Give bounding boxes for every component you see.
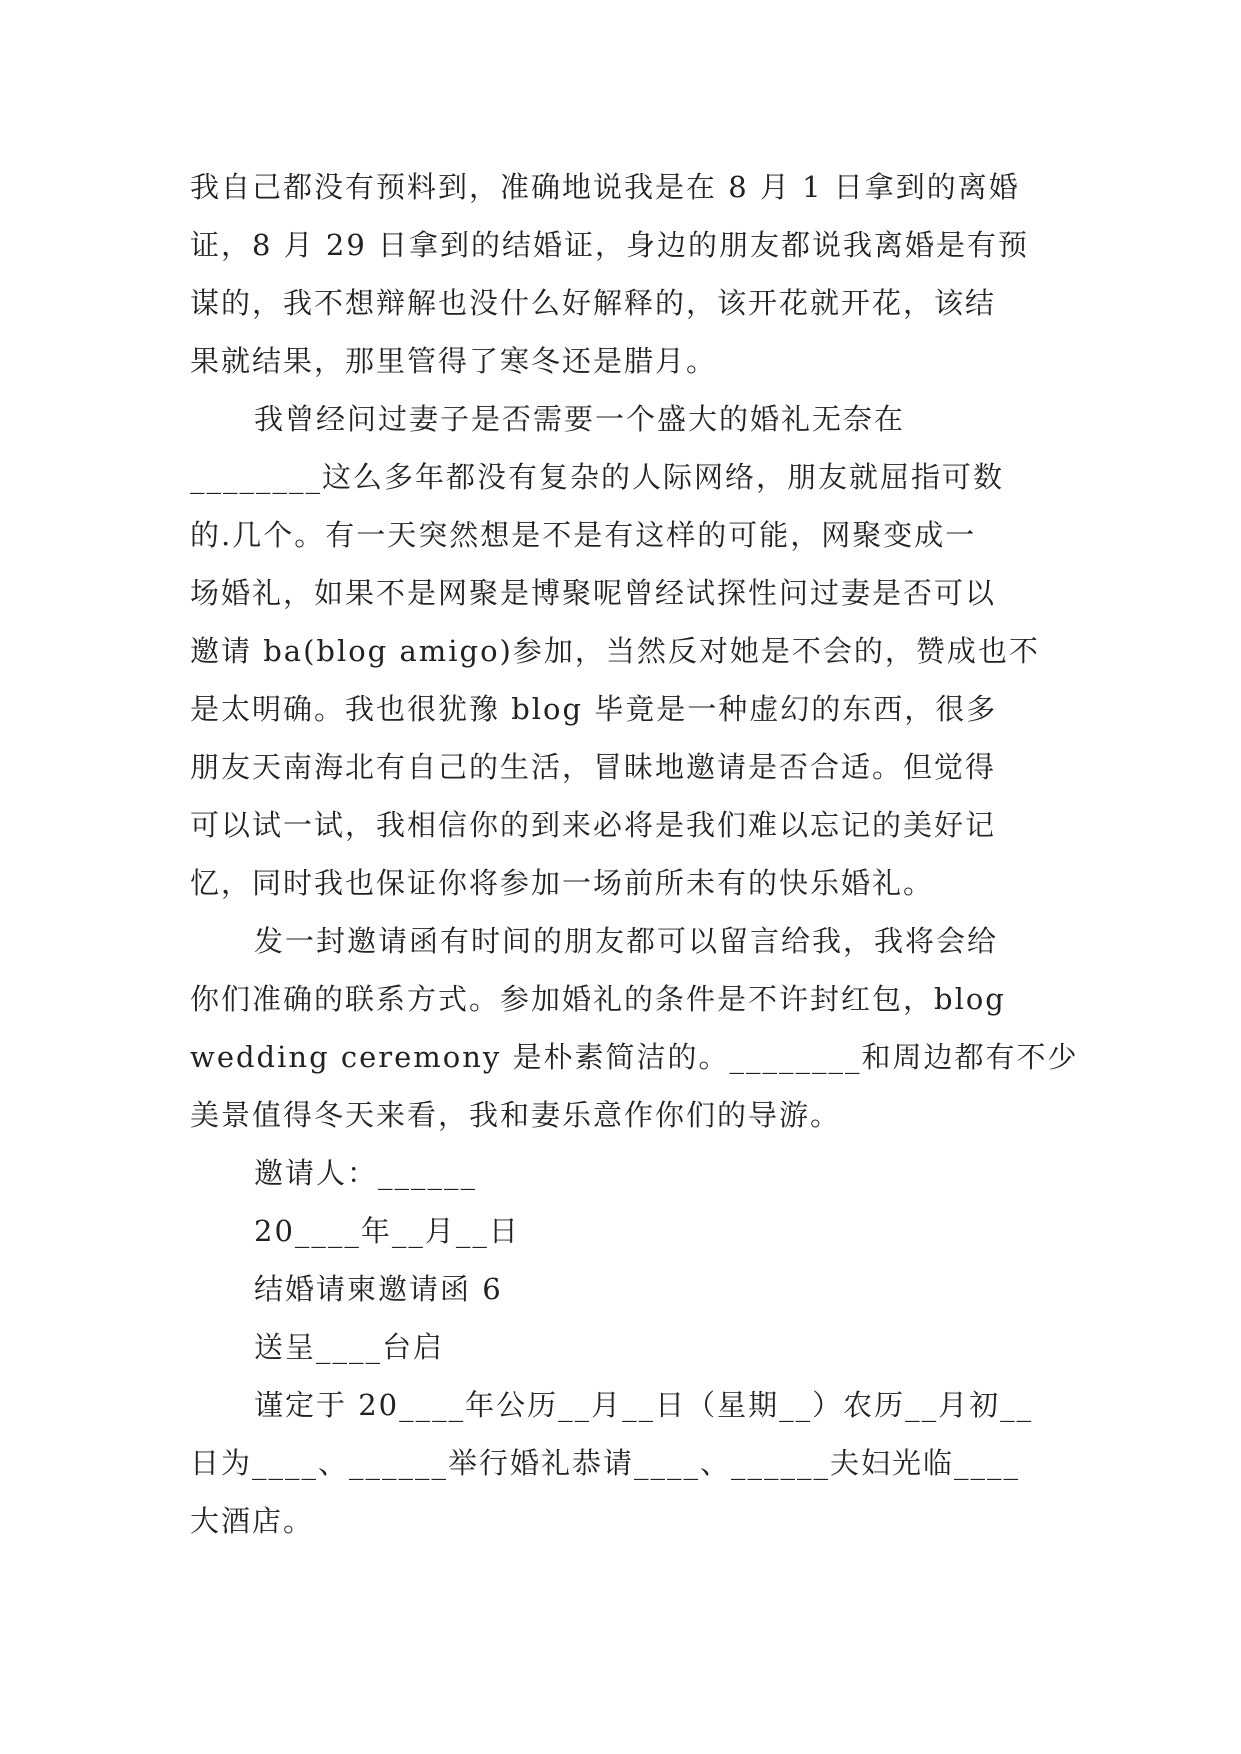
paragraph-3	[190, 912, 1079, 1144]
date-line	[190, 1202, 1050, 1260]
recipient-line	[190, 1318, 1050, 1376]
text-line: ________这么多年都没有复杂的人际网络，朋友就屈指可数	[190, 460, 1005, 494]
text-line: 谋的，我不想辩解也没什么好解释的，该开花就开花，该结	[190, 286, 997, 320]
text-line: 美景值得冬天来看，我和妻乐意作你们的导游。	[190, 1098, 842, 1132]
paragraph-2	[190, 390, 1050, 912]
text-line: 我自己都没有预料到，准确地说我是在 8 月 1 日拿到的离婚	[190, 170, 1020, 204]
paragraph-8	[190, 1376, 1050, 1550]
text-line: 证，8 月 29 日拿到的结婚证，身边的朋友都说我离婚是有预	[190, 228, 1030, 262]
inviter-line	[190, 1144, 1050, 1202]
text-line: 的.几个。有一天突然想是不是有这样的可能，网聚变成一	[190, 518, 977, 552]
text-line: 邀请人：______	[254, 1156, 478, 1190]
text-line: 20____年__月__日	[254, 1214, 520, 1248]
text-line: 朋友天南海北有自己的生活，冒昧地邀请是否合适。但觉得	[190, 750, 997, 784]
text-line: 发一封邀请函有时间的朋友都可以留言给我，我将会给	[254, 924, 999, 958]
text-line: 你们准确的联系方式。参加婚礼的条件是不许封红包，blog	[190, 982, 1006, 1016]
document-body	[190, 158, 1079, 1550]
text-line: 日为____、______举行婚礼恭请____、______夫妇光临____	[190, 1446, 1021, 1480]
text-line: 果就结果，那里管得了寒冬还是腊月。	[190, 344, 718, 378]
text-line: 我曾经问过妻子是否需要一个盛大的婚礼无奈在	[254, 402, 906, 436]
text-line: 谨定于 20____年公历__月__日（星期__）农历__月初__	[254, 1388, 1034, 1422]
text-line: 可以试一试，我相信你的到来必将是我们难以忘记的美好记	[190, 808, 997, 842]
text-line: 场婚礼，如果不是网聚是博聚呢曾经试探性问过妻是否可以	[190, 576, 997, 610]
text-line: 送呈____台启	[254, 1330, 445, 1364]
paragraph-1	[190, 158, 1050, 390]
text-line: 大酒店。	[190, 1504, 315, 1538]
text-line: wedding ceremony 是朴素简洁的。________和周边都有不少	[190, 1040, 1079, 1074]
text-line: 结婚请柬邀请函 6	[254, 1272, 503, 1306]
text-line: 是太明确。我也很犹豫 blog 毕竟是一种虚幻的东西，很多	[190, 692, 998, 726]
section-heading	[190, 1260, 1050, 1318]
text-line: 忆，同时我也保证你将参加一场前所未有的快乐婚礼。	[190, 866, 935, 900]
text-line: 邀请 ba(blog amigo)参加，当然反对她是不会的，赞成也不	[190, 634, 1040, 668]
